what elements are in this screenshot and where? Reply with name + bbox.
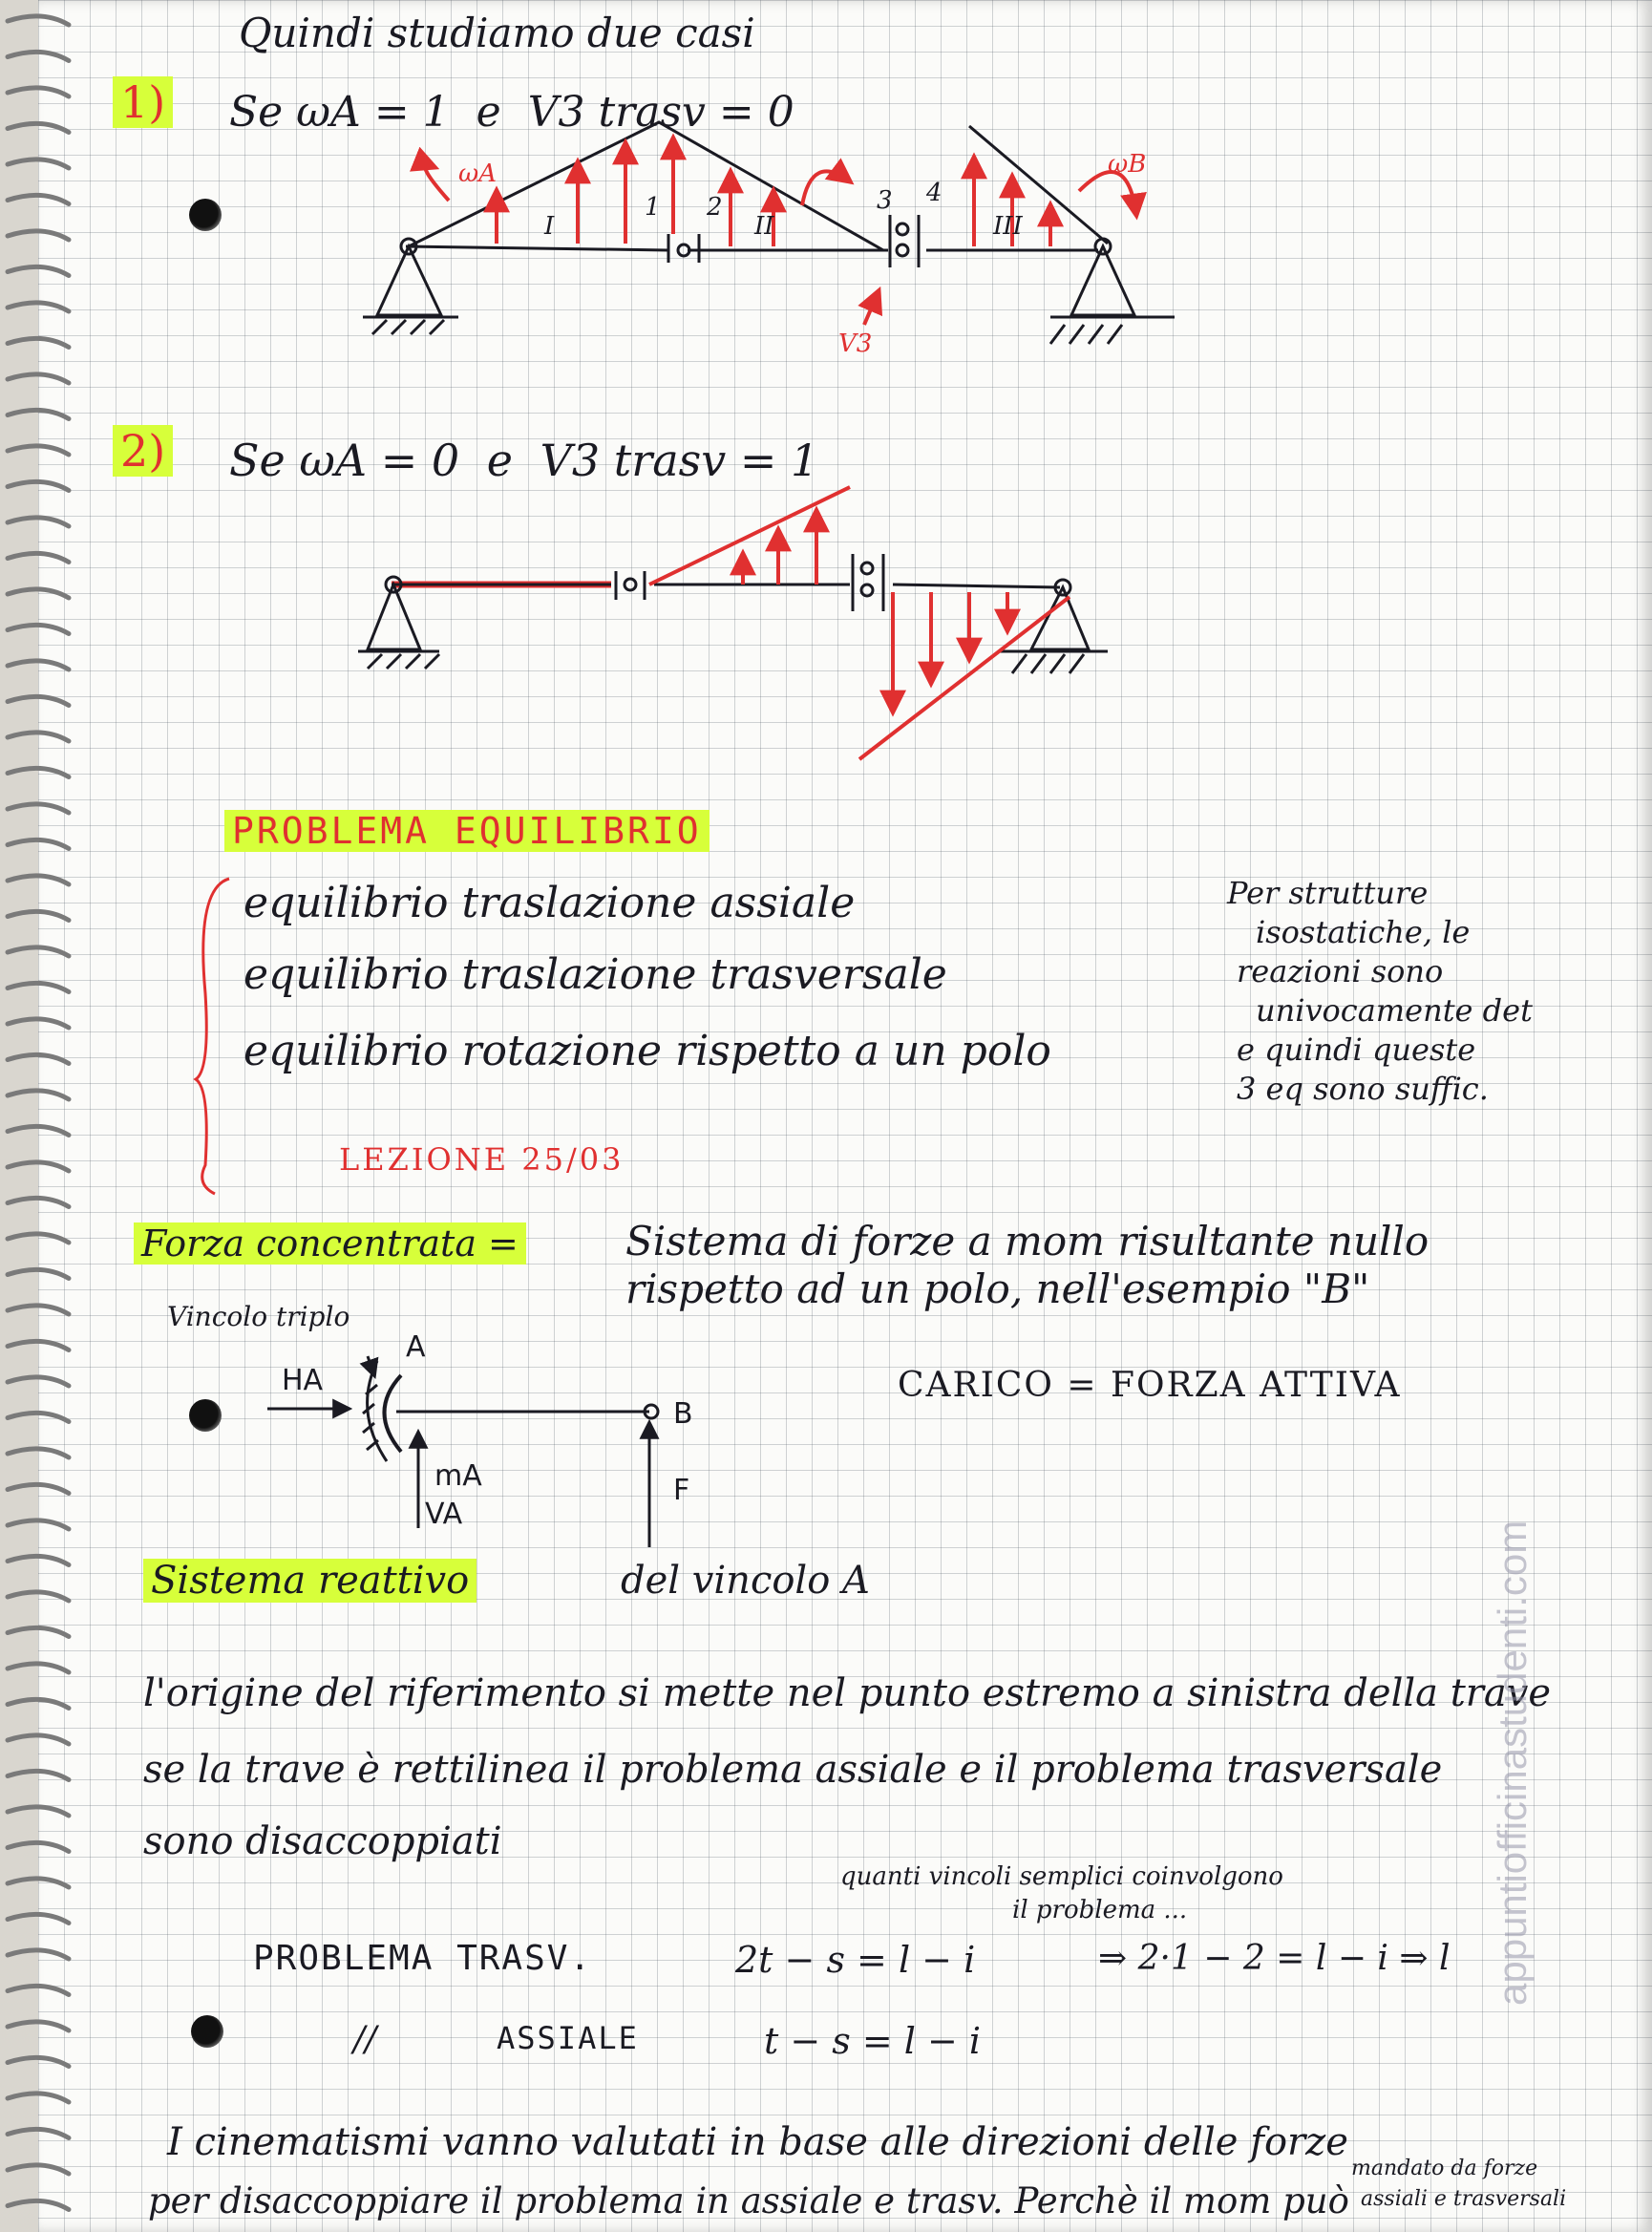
final-line-1: I cinematismi vanno valutati in base alle direzioni delle forze [167,2120,1348,2164]
case-1-labels [458,150,1146,358]
reattivo-rest: del vincolo A [621,1559,870,1603]
note-line: e quindi queste [1237,1031,1476,1068]
final-note-2: assiali e trasversali [1361,2187,1567,2211]
problema-trasv: PROBLEMA TRASV. [253,1939,593,1978]
label-node-2: 2 [707,193,723,222]
pin-support-right [1071,246,1134,315]
force-diagram [267,1356,658,1547]
vincoli-note-2: il problema ... [1012,1896,1188,1924]
watermark: appuntiofficinastudenti.com [1490,1520,1535,2006]
case-2-and: e [486,435,514,486]
label-wa: ωA [458,159,497,188]
label-region-3: III [993,212,1023,241]
internal-hinge [625,579,636,590]
carico-text: CARICO = FORZA ATTIVA [898,1366,1402,1405]
ground-hatch [368,654,439,669]
label-node-3: 3 [877,186,893,215]
eq-assiale: t − s = l − i [764,2020,982,2062]
vincolo-pointer [368,1356,374,1375]
label-v3: V3 [838,329,873,358]
equilibrio-line-2: equilibrio traslazione trasversale [244,950,947,999]
label-ha: HA [282,1364,324,1397]
case-2-v3: V3 trasv = 1 [540,435,819,486]
note-line: reazioni sono [1237,953,1444,989]
label-a: A [406,1330,426,1364]
rotation-arrow [802,171,850,205]
case-1-wa: ωA = 1 [296,88,450,137]
ground-hatch [1012,654,1084,673]
ditto-mark: // [353,2020,377,2059]
equilibrio-note [1227,874,1590,1109]
final-note-1: mandato da forze [1351,2157,1538,2180]
label-wb: ωB [1108,150,1147,179]
forza-def-1: Sistema di forze a mom risultante nullo [625,1218,1430,1265]
vincolo-label: Vincolo triplo [167,1301,350,1332]
lesson-date: LEZIONE 25/03 [339,1141,625,1178]
label-b: B [673,1397,693,1431]
force-labels [282,1330,693,1531]
note-line: Per strutture [1227,875,1429,911]
pin-support-left [377,246,441,315]
label-f: F [673,1474,690,1507]
vincoli-note-1: quanti vincoli semplici coinvolgono [840,1862,1283,1891]
final-line-2: per disaccoppiare il problema in assiale e trasv. Perchè il mom può [148,2180,1349,2221]
ground-hatch [1050,325,1122,344]
label-node-4: 4 [926,179,942,207]
header-text: Quindi studiamo due casi [239,10,755,56]
body-line-2: se la trave è rettilinea il problema assiale e il problema trasversale [143,1748,1443,1792]
slider-roller [861,563,873,574]
label-region-2: II [754,212,774,241]
fixed-support [385,1375,402,1452]
case-1-displacement-arrows [425,138,1136,325]
body-line-3: sono disaccoppiati [143,1819,502,1863]
beam-segment [893,585,1060,587]
ground-hatch [372,320,444,334]
forza-def-2: rispetto ad un polo, nell'esempio "B" [625,1265,1370,1312]
case-2-number: 2) [113,425,173,477]
eq-trasv: 2t − s = l − i [735,1939,976,1981]
equilibrio-line-1: equilibrio traslazione assiale [244,879,856,927]
v3-arrow [864,291,879,325]
case-1-number: 1) [113,76,173,128]
displacement-line [649,487,850,585]
forza-term: Forza concentrata = [134,1222,526,1265]
note-line: univocamente det [1256,992,1533,1029]
label-va: VA [425,1498,463,1531]
beam-segment [406,246,668,250]
eq-result: ⇒ 2·1 − 2 = l − i ⇒ l [1098,1939,1451,1978]
slider-roller [897,223,908,235]
case-2-prefix: Se [229,435,300,486]
equilibrio-title: PROBLEMA EQUILIBRIO [224,810,710,852]
pin-support-left [368,585,420,649]
case-1-prefix: Se [229,88,297,137]
case-2-wa: ωA = 0 [299,435,460,486]
note-line: 3 eq sono suffic. [1237,1071,1489,1107]
label-ma: mA [434,1459,482,1493]
label-region-1: I [544,212,555,241]
rotation-arrow-wa [425,165,449,201]
reattivo-term: Sistema reattivo [143,1559,477,1603]
label-node-1: 1 [645,193,661,222]
case-2-displacement-diagram [649,487,1070,759]
case-1-v3: V3 trasv = 0 [527,88,794,137]
slider-roller [897,244,908,256]
note-line: isostatiche, le [1256,914,1471,950]
slider-roller [861,585,873,596]
equilibrio-line-3: equilibrio rotazione rispetto a un polo [244,1027,1051,1075]
body-line-1: l'origine del riferimento si mette nel punto estremo a sinistra della trave [143,1671,1552,1715]
assiale-label: ASSIALE [497,2020,639,2056]
case-1-and: e [476,88,501,137]
